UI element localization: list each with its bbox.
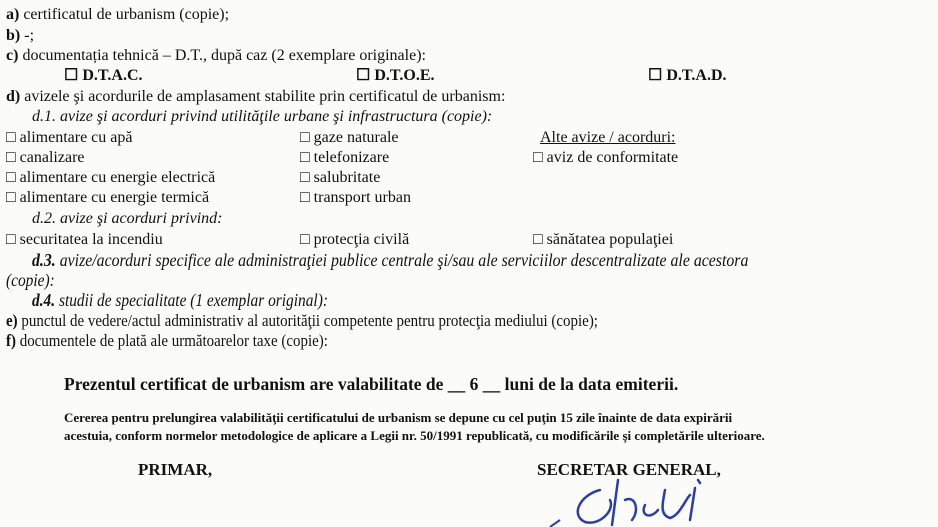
extension-note-line1: Cererea pentru prelungirea valabilităţii certificatului de urbanism se depune cu cel puţin 15 zile înainte de data expirării	[64, 410, 733, 425]
section-d2: d.2. avize şi acorduri privind:	[32, 210, 223, 227]
section-number: d.4.	[32, 290, 56, 310]
checkbox-thermal[interactable]: □ alimentare cu energie termică	[6, 189, 210, 206]
item-label: f)	[6, 331, 16, 350]
item-label: e)	[6, 311, 18, 330]
checkbox-civil[interactable]: □ protecţia civilă	[300, 231, 410, 248]
section-d4	[32, 291, 328, 309]
validity-statement: Prezentul certificat de urbanism are valabilitate de __ 6 __ luni de la data emiterii.	[64, 374, 679, 394]
checkbox-dtad[interactable]: ☐ D.T.A.D.	[648, 67, 727, 84]
item-label: d)	[6, 88, 21, 105]
item-c	[6, 47, 426, 65]
secretary-label: SECRETAR GENERAL,	[537, 460, 721, 479]
checkbox-gas[interactable]: □ gaze naturale	[300, 129, 399, 146]
signature-image	[540, 470, 720, 527]
item-d	[6, 88, 505, 106]
section-d3	[32, 251, 748, 269]
checkbox-fire[interactable]: □ securitatea la incendiu	[6, 231, 163, 248]
item-label: c)	[6, 47, 19, 64]
item-label: a)	[6, 6, 20, 23]
checkbox-sanitation[interactable]: □ salubritate	[300, 169, 381, 186]
item-text: documentele de plată ale următoarelor taxe (copie):	[15, 331, 328, 350]
item-label: b)	[6, 27, 21, 44]
checkbox-health[interactable]: □ sănătatea populaţiei	[533, 231, 674, 248]
item-b	[6, 27, 34, 45]
item-f	[6, 332, 328, 350]
section-text: avize/acorduri specifice ale administraţiei publice centrale şi/sau ale serviciilor descentralizate ale acestora	[55, 250, 749, 270]
checkbox-dtac[interactable]: ☐ D.T.A.C.	[64, 67, 143, 84]
other-approvals-title: Alte avize / acorduri:	[540, 129, 676, 146]
item-text: punctul de vedere/actul administrativ al autorităţii competente pentru protecţia mediului (copie);	[17, 311, 598, 330]
item-a	[6, 6, 229, 24]
item-text: documentația tehnică – D.T., după caz (2 exemplare originale):	[18, 47, 426, 64]
extension-note-line2: acestuia, conform normelor metodologice de aplicare a Legii nr. 50/1991 republicată, cu modificările şi completările ulterioare.	[64, 428, 765, 443]
section-text: studii de specialitate (1 exemplar original):	[55, 290, 328, 310]
checkbox-conformity[interactable]: □ aviz de conformitate	[533, 149, 679, 166]
checkbox-transport[interactable]: □ transport urban	[300, 189, 411, 206]
item-text: avizele şi acordurile de amplasament stabilite prin certificatul de urbanism:	[20, 88, 506, 105]
mayor-label: PRIMAR,	[138, 460, 213, 479]
section-number: d.3.	[32, 250, 56, 270]
checkbox-sewer[interactable]: □ canalizare	[6, 149, 85, 166]
section-d3-cont: (copie):	[6, 270, 55, 290]
item-text: certificatul de urbanism (copie);	[19, 6, 230, 23]
checkbox-electric[interactable]: □ alimentare cu energie electrică	[6, 169, 216, 186]
item-text: -;	[20, 27, 35, 44]
checkbox-water[interactable]: □ alimentare cu apă	[6, 129, 133, 146]
item-e	[6, 312, 598, 330]
checkbox-dtoe[interactable]: ☐ D.T.O.E.	[356, 67, 435, 84]
checkbox-telephone[interactable]: □ telefonizare	[300, 149, 390, 166]
section-d1: d.1. avize şi acorduri privind utilităţile urbane şi infrastructura (copie):	[32, 108, 493, 125]
